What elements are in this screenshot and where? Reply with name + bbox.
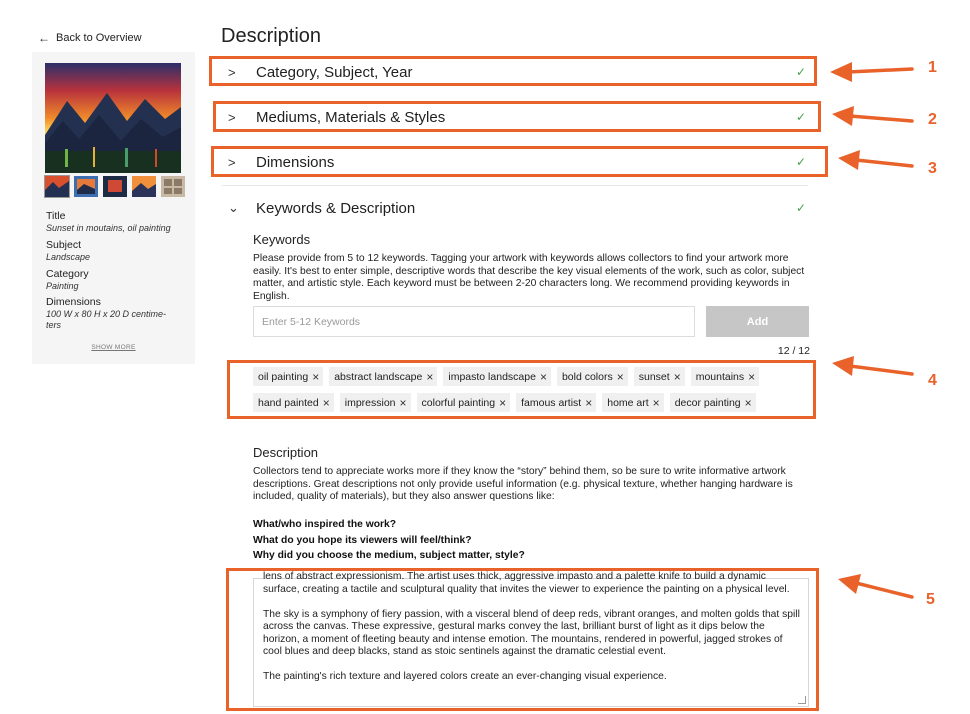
dimensions-label: Dimensions xyxy=(46,296,101,308)
keyword-tag-label: home art xyxy=(607,396,649,409)
keyword-tag xyxy=(253,393,334,412)
thumbnail[interactable] xyxy=(161,176,185,197)
thumbnail[interactable] xyxy=(103,176,127,197)
section-category-subject-year[interactable] xyxy=(222,57,812,87)
title-value: Sunset in moutains, oil painting xyxy=(46,223,171,233)
remove-icon[interactable]: × xyxy=(673,369,681,384)
section-title: Keywords & Description xyxy=(256,199,416,217)
dimensions-value-cont: ters xyxy=(46,320,62,330)
keywords-heading: Keywords xyxy=(253,232,311,247)
keyword-tag-label: abstract landscape xyxy=(334,370,423,383)
artwork-summary-card xyxy=(32,52,195,364)
meta-category xyxy=(46,268,89,292)
check-icon: ✓ xyxy=(795,201,806,215)
dimensions-value: 100 W x 80 H x 20 D centime- xyxy=(46,309,167,319)
annotation-number-2: 2 xyxy=(928,111,937,128)
keyword-tags-row-1 xyxy=(253,367,759,386)
description-paragraph: The painting's rich texture and layered colors create an ever-changing visual experience. xyxy=(263,671,667,682)
check-icon: ✓ xyxy=(795,65,806,79)
description-help-text: Collectors tend to appreciate works more if they know the “story” behind them, so be sure to write informative artwork descriptions. Great descriptions not only provide useful information (e.g. physical texture, whether hanging hardware is included, quality of materials), but they also answer questions like: xyxy=(253,466,793,502)
annotation-number-5: 5 xyxy=(926,591,935,608)
check-icon: ✓ xyxy=(795,155,806,169)
annotation-number-3: 3 xyxy=(928,160,937,177)
description-questions xyxy=(253,517,525,564)
artwork-main-image xyxy=(45,63,181,173)
title-label: Title xyxy=(46,210,66,222)
description-paragraph: lens of abstract expressionism. The artist uses thick, aggressive impasto and a palette knife to build a dynamic surface, creating a tactile and sculptural quality that invites the viewer to experience the painting on a physical level. xyxy=(263,571,790,595)
back-label: Back to Overview xyxy=(56,32,142,44)
remove-icon[interactable]: × xyxy=(539,369,547,384)
keyword-tag-label: oil painting xyxy=(258,370,309,383)
question-3: Why did you choose the medium, subject matter, style? xyxy=(253,550,525,561)
add-keyword-button[interactable]: Add xyxy=(706,306,809,337)
section-keywords-description[interactable] xyxy=(222,193,812,223)
description-text xyxy=(263,571,803,696)
description-paragraph: The sky is a symphony of fiery passion, with a visceral blend of deep reds, vibrant oranges, and molten golds that spill across the canvas. These expressive, gestural marks convey the last, brilliant burst of light as it dips below the horizon, a moment of fleeting beauty and intense emotion. The mountains, rendered in powerful, jagged strokes of cool blues and deep blacks, stand as stoic sentinels against the dramatic celestial event. xyxy=(263,608,800,657)
section-mediums-materials-styles[interactable] xyxy=(222,102,812,132)
keyword-tag xyxy=(329,367,437,386)
category-value: Painting xyxy=(46,281,79,291)
category-label: Category xyxy=(46,268,89,280)
keyword-tag-label: sunset xyxy=(638,370,670,383)
keyword-tag-label: impasto landscape xyxy=(448,370,536,383)
page-title: Description xyxy=(221,25,322,47)
keyword-tag xyxy=(443,367,551,386)
keyword-counter: 12 / 12 xyxy=(777,345,810,357)
subject-value: Landscape xyxy=(46,252,91,262)
meta-subject xyxy=(46,239,90,263)
keyword-tag-label: bold colors xyxy=(561,370,613,383)
show-more-link[interactable]: SHOW MORE xyxy=(91,344,136,351)
keyword-tag-label: mountains xyxy=(695,370,745,383)
keyword-tag xyxy=(691,367,759,386)
description-heading: Description xyxy=(253,445,319,460)
chevron-right-icon: > xyxy=(228,109,236,125)
annotation-number-4: 4 xyxy=(928,372,937,389)
arrow-left-icon: ← xyxy=(38,31,50,45)
keyword-tag-label: colorful painting xyxy=(421,396,496,409)
keyword-tag xyxy=(670,393,756,412)
remove-icon[interactable]: × xyxy=(499,395,507,410)
description-textarea[interactable] xyxy=(253,571,809,707)
remove-icon[interactable]: × xyxy=(585,395,593,410)
remove-icon[interactable]: × xyxy=(652,395,660,410)
keywords-help-text: Please provide from 5 to 12 keywords. Tagging your artwork with keywords allows collectors to find your artwork more easily. It's best to enter simple, descriptive words that describe the key visual elements of the work, such as color, subject matter, and artistic style. Each keyword must be between 2-20 characters long. We recommend providing keywords in English. xyxy=(253,253,805,302)
keyword-tag-label: decor painting xyxy=(674,396,741,409)
chevron-right-icon: > xyxy=(228,154,236,170)
section-title: Mediums, Materials & Styles xyxy=(256,108,446,126)
check-icon: ✓ xyxy=(795,110,806,124)
section-divider xyxy=(222,185,808,186)
meta-dimensions xyxy=(46,296,166,331)
section-title: Category, Subject, Year xyxy=(256,63,413,81)
question-1: What/who inspired the work? xyxy=(253,519,397,530)
back-to-overview-link[interactable] xyxy=(38,31,142,45)
thumbnail[interactable] xyxy=(74,176,98,197)
keyword-tag-label: hand painted xyxy=(258,396,319,409)
annotation-number-1: 1 xyxy=(928,59,937,76)
keyword-tag xyxy=(634,367,685,386)
chevron-down-icon: ⌄ xyxy=(228,200,239,215)
remove-icon[interactable]: × xyxy=(312,369,320,384)
chevron-right-icon: > xyxy=(228,64,236,80)
section-dimensions[interactable] xyxy=(222,147,812,177)
keyword-tag-label: famous artist xyxy=(521,396,582,409)
question-2: What do you hope its viewers will feel/think? xyxy=(253,534,472,546)
subject-label: Subject xyxy=(46,239,82,251)
section-title: Dimensions xyxy=(256,153,335,171)
keyword-tag xyxy=(253,367,323,386)
keyword-tag xyxy=(417,393,511,412)
thumbnail[interactable] xyxy=(45,176,69,197)
remove-icon[interactable]: × xyxy=(399,395,407,410)
thumbnail[interactable] xyxy=(132,176,156,197)
remove-icon[interactable]: × xyxy=(616,369,624,384)
remove-icon[interactable]: × xyxy=(322,395,330,410)
resize-handle-icon[interactable] xyxy=(798,696,806,704)
keyword-tags-row-2 xyxy=(253,393,756,412)
keywords-input[interactable] xyxy=(253,306,695,337)
meta-title xyxy=(46,210,171,234)
keyword-tag xyxy=(516,393,596,412)
image-thumbnails xyxy=(45,176,185,197)
remove-icon[interactable]: × xyxy=(744,395,752,410)
keyword-tag xyxy=(602,393,663,412)
remove-icon[interactable]: × xyxy=(426,369,434,384)
keyword-tag xyxy=(557,367,628,386)
keyword-tag xyxy=(340,393,411,412)
remove-icon[interactable]: × xyxy=(748,369,756,384)
keyword-tag-label: impression xyxy=(344,396,396,409)
